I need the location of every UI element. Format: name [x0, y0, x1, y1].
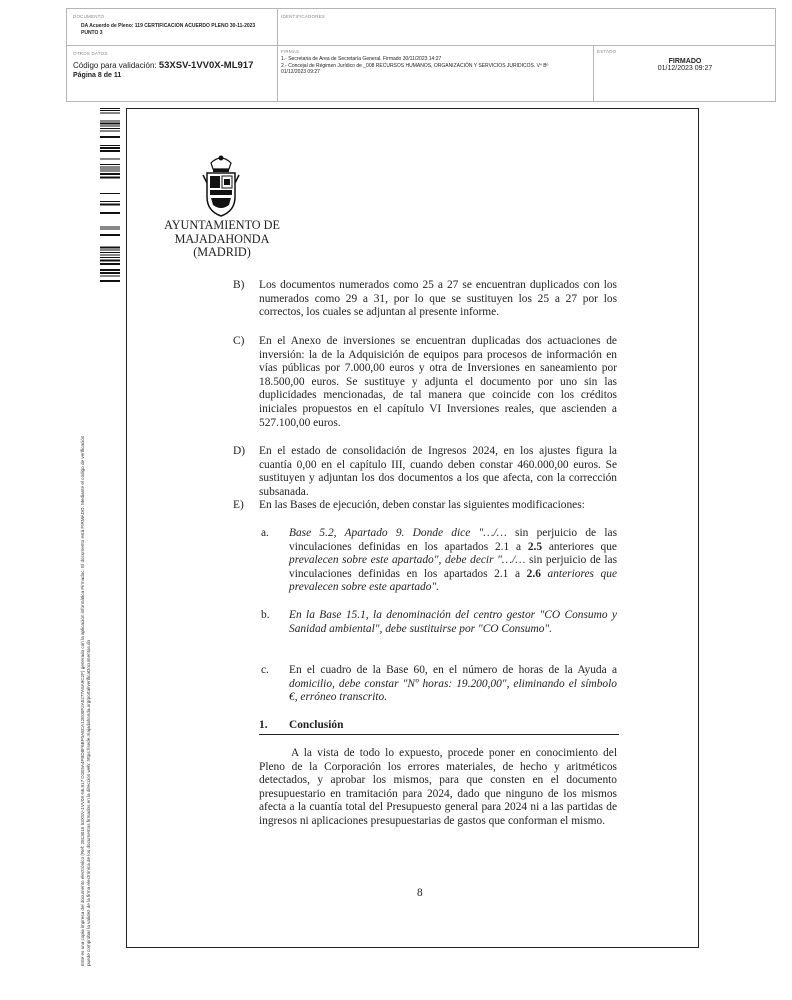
item-b-text: Los documentos numerados como 25 a 27 se encuentran duplicados con los numerados como 29 a 31, por lo que se sustituyen los 25 a 27 por los correctos, los cuales se adjuntan al presente informe. [259, 279, 617, 319]
subitem-c-marker: c. [261, 664, 269, 676]
estado-cell [597, 49, 773, 72]
item-c [233, 335, 617, 430]
subitem-a-part: 2.6 [526, 567, 541, 580]
header-divider [593, 45, 594, 101]
documento-cell [73, 14, 273, 36]
firma-1: 1.- Secretaria de Area de Secretaría General. Firmado 30/11/2023 14:27 [281, 56, 442, 62]
letterhead [157, 219, 287, 260]
documento-label: DOCUMENTO [73, 14, 105, 19]
subitem-b [261, 609, 617, 636]
subitem-a-part: anteriores que prevalecen sobre este apartado". [289, 567, 618, 594]
firmas-cell [281, 49, 591, 76]
header-divider [67, 45, 775, 46]
side-text-line-2: puede comprobar la validez de la firma electrónica de los documentos firmados en la dirección web: https://sede.majadahonda.org/portal/verificaDocumentos.do [86, 639, 91, 966]
subitem-a-part: sin perjuicio de las vinculaciones definidas en los apartados 2.1 a [289, 527, 617, 553]
conclusion-number: 1. [259, 719, 268, 731]
subitem-a-marker: a. [261, 527, 269, 539]
conclusion-title: Conclusión [289, 719, 344, 731]
item-e-marker: E) [233, 499, 244, 511]
firma-2: 2.- Concejal de Régimen Jurídico de _008 RECURSOS HUMANOS, ORGANIZACIÓN Y SERVICIOS JURIDICOS. Vº Bº [281, 62, 549, 69]
estado-label: ESTADO [597, 49, 617, 54]
conclusion-heading [259, 719, 619, 735]
subitem-c-part: En el cuadro de la Base 60, en el número de horas de la Ayuda a [289, 664, 617, 676]
item-e [233, 499, 617, 513]
otros-datos-cell [73, 51, 273, 79]
codigo-value: 53XSV-1VV0X-ML917 [158, 60, 254, 71]
subitem-a-part: Base 5.2, Apartado 9. Donde dice "…/… [289, 527, 507, 539]
codigo-label: Código para validación: [73, 61, 157, 70]
item-e-text: En las Bases de ejecución, deben constar las siguientes modificaciones: [259, 499, 585, 511]
item-d-marker: D) [233, 445, 246, 457]
document-page [126, 108, 699, 948]
letterhead-line-1: AYUNTAMIENTO DE [164, 218, 280, 232]
subitem-a-part: prevalecen sobre este apartado", debe decir "…/… [289, 554, 526, 567]
item-d-text: En el estado de consolidación de Ingresos 2024, en los ajustes figura la cuantía 0,00 en el capítulo III, cuando deben constar 460.000,00 euros. Se sustituyen y adjuntan los dos documentos a los que afecta, con la corrección subsanada. [259, 445, 617, 498]
subitem-a-part: anteriores que [542, 540, 617, 553]
subitem-c-part: domicilio, debe constar "Nº horas: 19.200,00", eliminando el símbolo €, erróneo transcrito. [289, 677, 617, 704]
firma-2-date: 01/12/2023 09:27 [281, 69, 320, 75]
letterhead-line-2: MAJADAHONDA [174, 231, 270, 246]
page-count: Página 8 de 11 [73, 72, 122, 79]
subitem-a [261, 527, 618, 595]
subitem-a-part: sin perjuicio de las vinculaciones definidas en los apartados 2.1 a [289, 554, 618, 580]
subitem-b-text: En la Base 15.1, la denominación del centro gestor "CO Consumo y Sanidad ambiental", debe sustituirse por "CO Consumo". [289, 609, 617, 635]
item-b [233, 279, 617, 320]
header-divider [277, 9, 278, 101]
letterhead-line-3: (MADRID) [193, 245, 251, 259]
subitem-c [261, 664, 617, 705]
item-c-text: En el Anexo de inversiones se encuentran duplicadas dos actuaciones de inversión: la de la Adquisición de equipos para procesos de información en vías públicas por 7.000,00 euros y otra de Inversiones en saneamiento por 18.500,00 euros. Se sustituye y adjunta el documento por uno sin las duplicidades mencionadas, de tal manera que coincide con los créditos iniciales propuestos en el capítulo VI Inversiones reales, que ascienden a 527.100,00 euros. [259, 335, 617, 429]
identificadores-label: IDENTIFICADORES [281, 14, 326, 19]
item-c-marker: C) [233, 335, 245, 347]
firmas-label: FIRMAS [281, 49, 300, 54]
estado-date: 01/12/2023 09:27 [657, 65, 713, 72]
subitem-a-part: 2.5 [527, 540, 543, 553]
page-number: 8 [417, 887, 423, 899]
subitem-b-marker: b. [261, 609, 270, 621]
otros-datos-label: OTROS DATOS [73, 51, 108, 56]
document-header [66, 8, 776, 102]
verification-side-text [80, 86, 92, 966]
identificadores-cell [281, 14, 581, 19]
item-b-marker: B) [233, 279, 245, 291]
coat-of-arms-icon [201, 153, 241, 219]
documento-value: DA Acuerdo de Pleno: 119 CERTIFICACION ACUERDO PLENO 30-11-2023 PUNTO 3 [81, 23, 256, 36]
estado-value: FIRMADO [668, 58, 702, 65]
barcode-icon [100, 108, 120, 288]
conclusion-text: A la vista de todo lo expuesto, procede poner en conocimiento del Pleno de la Corporación los errores materiales, de hecho y aritméticos detectados, y aprobar los mismos, para que consten en el documento presupuestario en tramitación para 2024, dado que ninguno de los mismos afecta a la cuantía total del Presupuesto general para 2024 ni a las partidas de ingresos ni aplicaciones presupuestarias de gastos que conforman el mismo. [259, 747, 617, 827]
side-text-line-1: Este es una copia impresa del documento electrónico (Ref: 2813015 53XSV-1VV0X-ML917 D1E5A4FBD8F6BF0A8CA12E00F2A5277A5A9C2F) generado con la aplicación informática Firmadoc. El documento está FIRMADO. Mediante el código de verificación [80, 435, 85, 966]
item-d [233, 445, 617, 499]
